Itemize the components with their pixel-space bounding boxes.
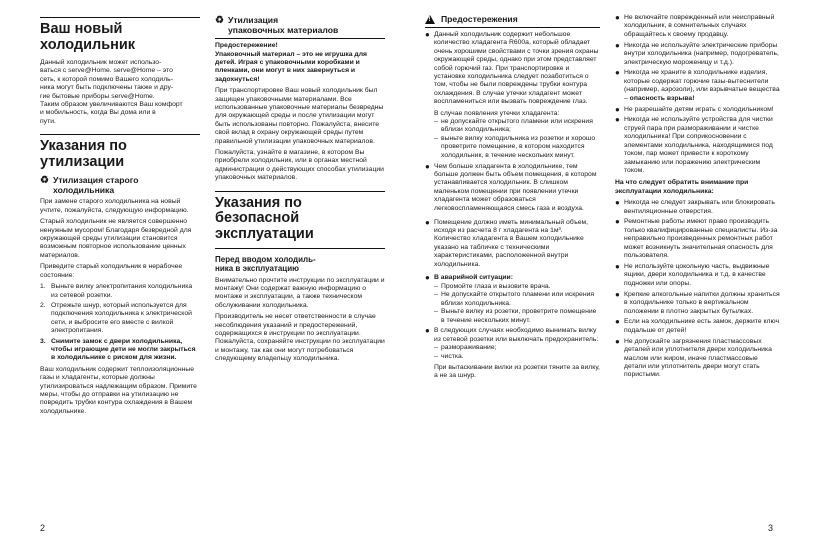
- title-disposal: Указания по утилизации: [40, 138, 127, 170]
- list-item: ● Не используйте цокольную часть, выдвижные ящики, двери холодильника и т.д. в качестве подножки или опоры.: [615, 261, 770, 287]
- subtitle-before-use: Перед вводом холодиль- ника в эксплуатацию: [215, 255, 316, 274]
- list-item: ● Данный холодильник содержит небольшое количество хладагента R600a, который обладает очень хорошими свойствами с точки зрения охраны окружающей среды, однако при этом представляет собой горючий газ. При транспортировке и установке холодильника следует позаботиться о том, чтобы не были повреждены трубки контура охлаждения. В случае утечки хладагент может воспламениться или вызвать повреждение глаз. В случае появления утечки хладагента: – не допускайте открытого пламени или искрения вблизи холодильника; – выньте вилку холодильника из розетки и хорошо проветрите помещение, в котором находится холодильник, в течение нескольких минут.: [425, 30, 599, 159]
- divider: [215, 191, 385, 192]
- list-item: ● В следующих случаях необходимо вынимать вилку из сетевой розетки или выключать предохранитель: – размораживание; – чистка. При вытаскивании вилки из розетки тяните за вилку, а не за шнур.: [425, 326, 600, 380]
- list-item: ● Если на холодильнике есть замок, держите ключ подальше от детей!: [615, 317, 779, 334]
- paragraph: При транспортировке Ваш новый холодильник был защищен упаковочными материалами. Все использованные упаковочные материалы безвредны для окружающей среды и после утилизации могут быть использованы повторно. Пожалуйста, внесите свой вклад в охрану окружающей среды путем правильной утилизации упаковочных материалов.: [215, 87, 384, 145]
- list-item: ● Никогда не следует закрывать или блокировать вентиляционные отверстия.: [615, 198, 775, 215]
- list-item: ● Никогда не используйте электрические приборы внутри холодильника (например, подогреватель, электрическую мороженицу и т.д.).: [615, 40, 779, 66]
- recycle-icon: ♻: [40, 175, 49, 187]
- divider: [215, 38, 385, 39]
- paragraph: Старый холодильник не является совершенно ненужным мусором! Благодаря безвредной для окружающей среды утилизации становится возможным повторное использование ценных материалов.: [40, 218, 192, 259]
- warnings-list: [425, 31, 600, 384]
- column-1: [40, 14, 200, 419]
- paragraph: Приведите старый холодильник в нерабочее состояние:: [40, 263, 183, 279]
- list-item: ● Помещение должно иметь минимальный объем, исходя из расчета 8 г хладагента на 1м³. Количество хладагента в Вашем холодильнике указано на табличке с техническими характеристиками, расположенной внутри холодильника.: [425, 217, 589, 268]
- paragraph: Ваш холодильник содержит теплоизоляционные газы и хладагенты, которые должны утилизироваться надлежащим образом. Примите меры, чтобы до отправки на утилизацию не повредить трубки контура охлаждения в Вашем холодильнике.: [40, 365, 197, 415]
- page-number-right: 3: [768, 523, 774, 533]
- paragraph: Производитель не несет ответственности в случае несоблюдения указаний и предостережений, содержащихся в инструкции по эксплуатации. Пожалуйста, сохраняйте инструкции по эксплуатации и монтажу, так как они могут потребоваться следующему владельцу холодильника.: [215, 313, 385, 363]
- paragraph: Внимательно прочтите инструкции по эксплуатации и монтажу! Они содержат важную информацию о монтаже и эксплуатации, а также техническом обслуживании холодильника.: [215, 276, 385, 309]
- steps-list: [40, 283, 200, 363]
- list-item: ● Чем больше хладагента в холодильнике, тем больше должен быть объем помещения, в котором устанавливается холодильник. В слишком маленьком помещении при появлении утечки хладагента может образоваться легковоспламеняющаяся смесь газа и воздуха.: [425, 161, 597, 212]
- subtitle-old-fridge: ♻ Утилизация старого холодильника: [40, 175, 139, 195]
- warning-triangle-icon: [425, 15, 435, 24]
- list-item: ● Не разрешайте детям играть с холодильником!: [615, 104, 774, 114]
- step-item: 1. Выньте вилку электропитания холодильника из сетевой розетки.: [40, 283, 193, 299]
- column-3: [425, 14, 600, 387]
- divider: [40, 17, 200, 18]
- divider: [425, 27, 600, 28]
- list-item: ● Никогда не используйте устройства для чистки струей пара при размораживании и чистке холодильника! При соприкосновении с элементами холодильника, находящимися под током, пар может привести к короткому замыканию или поражению электрическим током.: [615, 115, 773, 174]
- subtitle-packaging: ♻ Утилизация упаковочных материалов: [215, 15, 339, 35]
- column-4: [615, 14, 780, 383]
- recycle-icon: ♻: [215, 15, 224, 26]
- list-item: ● Никогда не храните в холодильнике изделия, которые содержат горючие газы-вытеснители (например, аэрозоли), или взрывчатые вещества – опасность взрыва!: [615, 68, 780, 102]
- warning-label: Предостережение!: [215, 42, 278, 50]
- usage-heading: На что следует обратить внимание при эксплуатации холодильника:: [615, 179, 749, 195]
- list-item: ● Ремонтные работы имеют право производить только квалифицированные специалисты. Из-за неправильно произведенных ремонтных работ может возникнуть значительная опасность для пользователя.: [615, 217, 778, 260]
- list-item: ● В аварийной ситуации: – Промойте глаза и вызовите врача. – Не допускайте открытого пламени или искрения вблизи холодильника. – Выньте вилку из розетки, проветрите помещение в течение нескольких минут.: [425, 273, 597, 324]
- divider: [215, 248, 385, 249]
- warning-text: Упаковочный материал – это не игрушка для детей. Играя с упаковочными коробками и пленками, они могут в них завернуться и задохнуться!: [215, 50, 368, 83]
- usage-list: [615, 199, 780, 380]
- step-item: 2. Отрежьте шнур, который используется для подключения холодильника к электрической сети, и выбросите его вместе с вилкой электропитания.: [40, 301, 192, 335]
- list-item: ● Не допускайте загрязнения пластмассовых деталей или уплотнителя двери холодильника маслом или жиром, иначе пластмассовые детали или уплотнитель двери могут стать пористыми.: [615, 336, 772, 379]
- column-2: [215, 14, 385, 367]
- page-number-left: 2: [40, 523, 46, 533]
- step-item: 3. Снимите замок с двери холодильника, чтобы играющие дети не могли закрыться в холодильнике с риском для жизни.: [40, 337, 196, 362]
- divider: [40, 134, 200, 135]
- paragraph: Пожалуйста, узнайте в магазине, в котором Вы приобрели холодильник, или в органах местной администрации о действующих способах утилизации упаковочных материалов.: [215, 149, 384, 182]
- paragraph: При замене старого холодильника на новый учтите, пожалуйста, следующую информацию.: [40, 198, 189, 214]
- list-item: ● Крепкие алкогольные напитки должны храниться в холодильнике только в вертикальном положении в плотно закрытых бутылках.: [615, 289, 780, 315]
- list-item: ● Не включайте поврежденный или неисправный холодильник, в сомнительных случаях обращайтесь к своему продавцу.: [615, 13, 775, 38]
- warnings-heading: ! Предостережения: [425, 15, 600, 24]
- title-new-fridge: Ваш новый холодильник: [40, 21, 136, 53]
- title-safety: Указания по безопасной эксплуатации: [215, 194, 314, 242]
- warnings-list-2: [615, 14, 780, 175]
- intro-text: Данный холодильник может использо- ваться с serve@Home. serve@Home – это сеть, к которой помимо Вашего холодиль- ника могут быть подключены также и дру- гие бытовые приборы serve@Home. Таким образом увеличиваются Ваш комфорт и мобильность, когда Вы дома или в пути.: [40, 59, 183, 125]
